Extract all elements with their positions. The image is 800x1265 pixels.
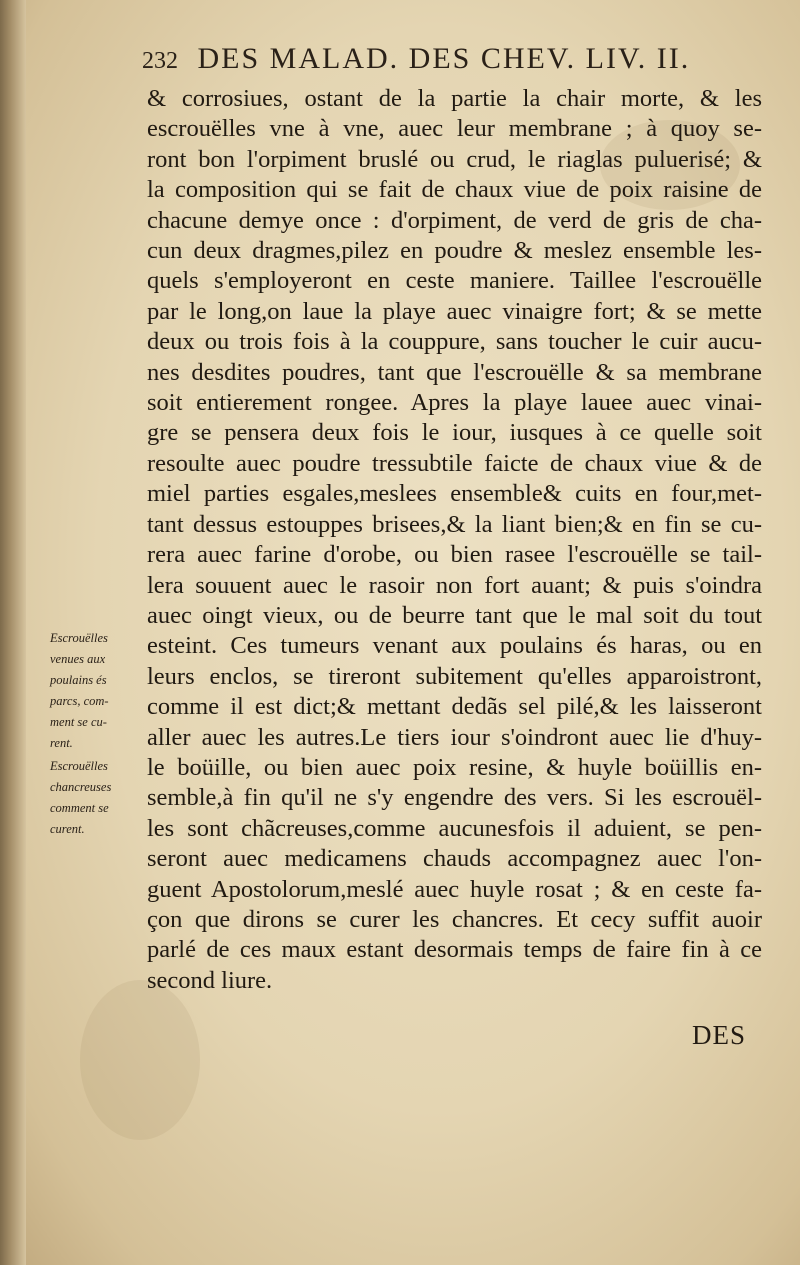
- text-line: seront auec medicamens chauds accompagnez auec l'on-: [147, 845, 762, 873]
- text-line: escrouëlles vne à vne, auec leur membrane ; à quoy se-: [147, 115, 762, 143]
- book-spine-shadow: [0, 0, 26, 1265]
- text-line: çon que dirons se curer les chancres. Et cecy suffit auoir: [147, 905, 762, 933]
- text-line: esteint. Ces tumeurs venant aux poulains és haras, ou en: [147, 632, 762, 660]
- margin-note-line: parcs, com-: [50, 694, 109, 708]
- paper-stain: [80, 980, 200, 1140]
- margin-note-line: ment se cu-: [50, 715, 107, 729]
- text-line: soit entierement rongee. Apres la playe lauee auec vinai-: [147, 389, 762, 417]
- text-line: & corrosiues, ostant de la partie la chair morte, & les: [147, 85, 762, 112]
- text-line: deux ou trois fois à la couppure, sans toucher le cuir aucu-: [147, 328, 762, 356]
- text-line: rera auec farine d'orobe, ou bien rasee l'escrouëlle se tail-: [147, 541, 762, 569]
- text-line: le boüille, ou bien auec poix resine, & huyle boüillis en-: [147, 753, 762, 781]
- text-line: nes desdites poudres, tant que l'escrouëlle & sa membrane: [147, 358, 762, 386]
- page-number: 232: [142, 48, 178, 74]
- text-line: resoulte auec poudre tressubtile faicte de chaux viue & de: [147, 449, 762, 477]
- text-line: parlé de ces maux estant desormais temps de faire fin à ce: [147, 936, 762, 964]
- margin-note: [50, 628, 142, 754]
- catchword: DES: [692, 1020, 747, 1050]
- text-line: leurs enclos, se tireront subitement qu'elles apparoistront,: [147, 662, 762, 690]
- margin-note-line: Escrouëlles: [50, 759, 108, 773]
- margin-note-line: chancreuses: [50, 780, 112, 794]
- text-line: quels s'employeront en ceste maniere. Taillee l'escrouëlle: [147, 267, 762, 295]
- running-title: DES MALAD. DES CHEV. LIV. II.: [197, 42, 691, 75]
- margin-note-line: comment se: [50, 801, 109, 815]
- text-line: par le long,on laue la playe auec vinaigre fort; & se mette: [147, 297, 762, 325]
- text-line: semble,à fin qu'il ne s'y engendre des vers. Si les escrouël-: [147, 784, 762, 812]
- margin-note: [50, 756, 142, 840]
- running-head: [142, 42, 752, 76]
- text-line: auec oingt vieux, ou de beurre tant que le mal soit du tout: [147, 601, 762, 629]
- margin-note-line: Escrouëlles: [50, 631, 108, 645]
- text-line: miel parties esgales,meslees ensemble& cuits en four,met-: [147, 480, 762, 508]
- marginal-notes: [50, 628, 142, 842]
- text-line: chacune demye once : d'orpiment, de verd de gris de cha-: [147, 206, 762, 234]
- text-line: aller auec les autres.Le tiers iour s'oindront auec lie d'huy-: [147, 723, 762, 751]
- margin-note-line: venues aux: [50, 652, 106, 666]
- text-line: tant dessus estouppes brisees,& la liant bien;& en fin se cu-: [147, 510, 762, 538]
- text-line: guent Apostolorum,meslé auec huyle rosat ; & en ceste fa-: [147, 875, 762, 903]
- text-line: la composition qui se fait de chaux viue de poix raisine de: [147, 176, 762, 204]
- main-text-block: [147, 84, 762, 996]
- margin-note-line: poulains és: [50, 673, 107, 687]
- text-line: ront bon l'orpiment bruslé ou crud, le riaglas puluerisé; &: [147, 145, 762, 173]
- text-line: cun deux dragmes,pilez en poudre & meslez ensemble les-: [147, 237, 762, 265]
- text-line: comme il est dict;& mettant dedãs sel pilé,& les laisseront: [147, 693, 762, 721]
- text-line: lera souuent auec le rasoir non fort auant; & puis s'oindra: [147, 571, 762, 599]
- text-line: gre se pensera deux fois le iour, iusques à ce quelle soit: [147, 419, 762, 447]
- text-line: les sont chãcreuses,comme aucunesfois il aduient, se pen-: [147, 814, 762, 842]
- margin-note-line: rent.: [50, 736, 73, 750]
- margin-note-line: curent.: [50, 822, 85, 836]
- text-line: second liure.: [147, 966, 273, 994]
